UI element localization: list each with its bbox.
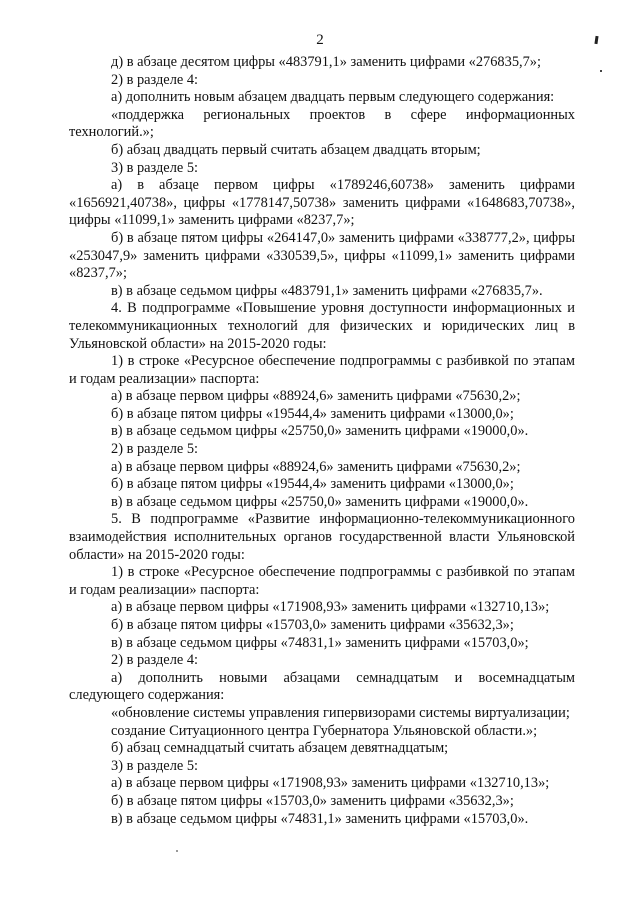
page-number: 2	[316, 32, 324, 48]
paragraph: 2) в разделе 5:	[111, 441, 199, 458]
paragraph: в) в абзаце седьмом цифры «483791,1» заменить цифрами «276835,7».	[111, 282, 543, 299]
paragraph: создание Ситуационного центра Губернатора Ульяновской области.»;	[111, 722, 538, 739]
paragraph: в) в абзаце седьмом цифры «25750,0» заменить цифрами «19000,0».	[111, 493, 529, 510]
paragraph: 2) в разделе 4:	[111, 71, 199, 88]
paragraph: а) в абзаце первом цифры «88924,6» заменить цифрами «75630,2»;	[111, 458, 521, 475]
paragraph: 1) в строке «Ресурсное обеспечение подпрограммы с разбивкой по этапам и годам реализации» паспорта:	[69, 353, 575, 387]
paragraph: б) в абзаце пятом цифры «19544,4» заменить цифрами «13000,0»;	[111, 476, 514, 493]
paragraph: д) в абзаце десятом цифры «483791,1» заменить цифрами «276835,7»;	[111, 54, 541, 70]
paragraph: 4. В подпрограмме «Повышение уровня доступности информационных и телекоммуникационных технологий для физических и юридических лиц в Ульяновской области» на 2015-2020 годы:	[69, 300, 575, 352]
paragraph: в) в абзаце седьмом цифры «74831,1» заменить цифрами «15703,0»;	[111, 634, 529, 651]
paragraph: а) дополнить новым абзацем двадцать первым следующего содержания:	[111, 89, 555, 106]
paragraph: б) в абзаце пятом цифры «264147,0» заменить цифрами «338777,2», цифры «253047,9» заменить цифрами «330539,5», цифры «11099,1» заменить цифрами «8237,7»;	[69, 229, 575, 282]
paragraph: 1) в строке «Ресурсное обеспечение подпрограммы с разбивкой по этапам и годам реализации» паспорта:	[69, 564, 575, 598]
scan-speck	[600, 70, 602, 72]
document-body	[69, 54, 575, 828]
paragraph: «обновление системы управления гипервизорами системы виртуализации;	[111, 704, 570, 721]
paragraph: 3) в разделе 5:	[111, 159, 199, 176]
paragraph: 2) в разделе 4:	[111, 652, 199, 669]
paragraph: б) в абзаце пятом цифры «19544,4» заменить цифрами «13000,0»;	[111, 405, 514, 422]
paragraph: б) в абзаце пятом цифры «15703,0» заменить цифрами «35632,3»;	[111, 617, 514, 633]
scan-speck	[176, 850, 178, 852]
paragraph: в) в абзаце седьмом цифры «74831,1» заменить цифрами «15703,0».	[111, 810, 529, 827]
paragraph: б) в абзаце пятом цифры «15703,0» заменить цифрами «35632,3»;	[111, 792, 514, 809]
paragraph: «поддержка региональных проектов в сфере информационных технологий.»;	[69, 106, 575, 141]
paragraph: б) абзац двадцать первый считать абзацем двадцать вторым;	[111, 141, 481, 158]
paragraph: а) в абзаце первом цифры «1789246,60738» заменить цифрами «1656921,40738», цифры «1778147,50738» заменить цифрами «1648683,70738», цифры «11099,1» заменить цифрами «8237,7»;	[69, 177, 575, 229]
paragraph: а) дополнить новыми абзацами семнадцатым и восемнадцатым следующего содержания:	[69, 669, 575, 704]
paragraph: б) абзац семнадцатый считать абзацем девятнадцатым;	[111, 740, 449, 757]
paragraph: 5. В подпрограмме «Развитие информационно-телекоммуникационного взаимодействия исполнительных органов государственной власти Ульяновской области» на 2015-2020 годы:	[69, 511, 575, 563]
paragraph: а) в абзаце первом цифры «171908,93» заменить цифрами «132710,13»;	[111, 599, 550, 616]
paragraph: а) в абзаце первом цифры «171908,93» заменить цифрами «132710,13»;	[111, 775, 550, 792]
paragraph: в) в абзаце седьмом цифры «25750,0» заменить цифрами «19000,0».	[111, 423, 529, 440]
paragraph: а) в абзаце первом цифры «88924,6» заменить цифрами «75630,2»;	[111, 388, 521, 405]
paragraph: 3) в разделе 5:	[111, 757, 199, 774]
